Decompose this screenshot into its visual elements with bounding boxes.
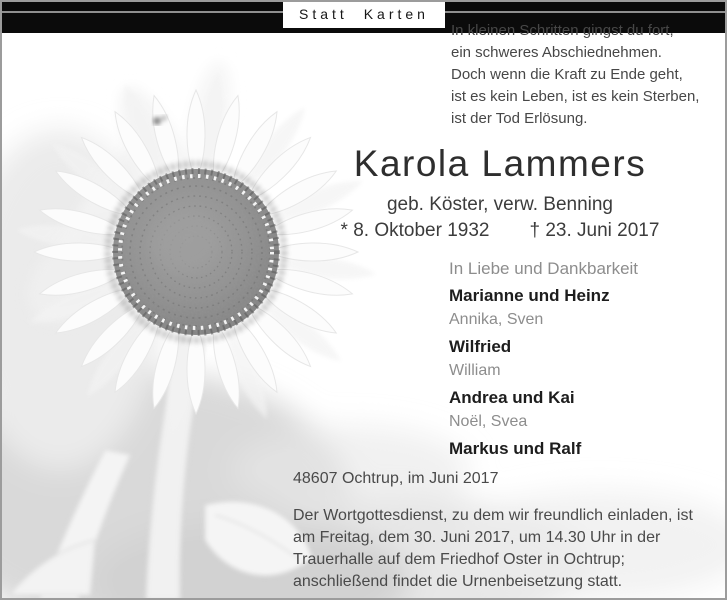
service-line: Der Wortgottesdienst, zu dem wir freundlich einladen, ist [293,507,693,524]
death-date: † 23. Juni 2017 [529,220,660,241]
service-line: anschließend findet die Urnenbeisetzung statt. [293,573,623,590]
deceased-name: Karola Lammers [353,143,647,184]
poem-line: ist der Tod Erlösung. [451,110,588,127]
poem-line: ist es kein Leben, ist es kein Sterben, [451,88,700,105]
ribbon-statt-karten: Statt Karten [283,0,445,28]
mourners-block [449,257,638,461]
poem-block [451,20,699,130]
poem-line: Doch wenn die Kraft zu Ende geht, [451,66,683,83]
mourner-main: Marianne und Heinz [449,286,610,305]
service-line: Trauerhalle auf dem Friedhof Oster in Ochtrup; [293,551,625,568]
poem-line: In kleinen Schritten gingst du fort, [451,22,674,39]
mourner-main: Wilfried [449,337,512,356]
mourner-group [449,335,638,383]
mourner-group [449,284,638,332]
service-announcement [293,505,693,593]
mourner-sub: Noël, Svea [449,413,528,430]
mourner-sub: William [449,362,501,379]
mourners-intro: In Liebe und Dankbarkeit [449,259,639,278]
poem-line: ein schweres Abschiednehmen. [451,44,662,61]
mourner-main: Markus und Ralf [449,439,582,458]
mourner-sub: Annika, Sven [449,311,544,328]
life-dates [290,220,710,242]
mourner-group [449,386,638,434]
mourner-group [449,437,638,461]
mourner-main: Andrea und Kai [449,388,575,407]
deceased-subtitle: geb. Köster, verw. Benning [386,194,614,215]
service-line: am Freitag, dem 30. Juni 2017, um 14.30 Uhr in der [293,529,661,546]
place-date-line: 48607 Ochtrup, im Juni 2017 [293,470,499,487]
birth-date: * 8. Oktober 1932 [340,220,490,241]
